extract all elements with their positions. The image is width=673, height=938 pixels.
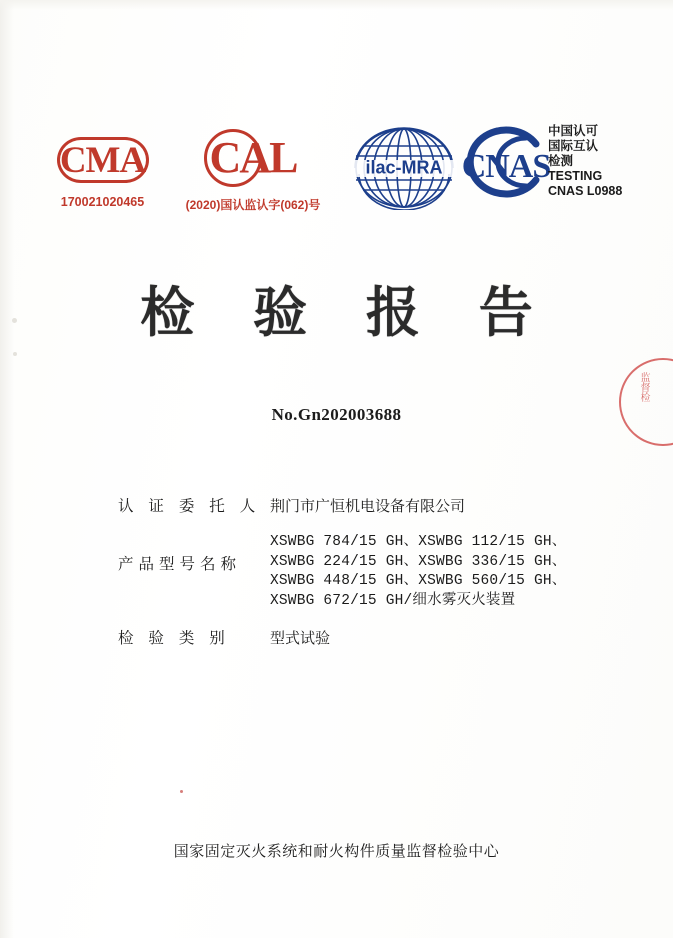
cnas-side-line-3: 检测 [548, 154, 574, 168]
cnas-side-line-1: 中国认可 [548, 124, 599, 138]
page-edge-shadow-top [0, 0, 673, 10]
product-model-line: XSWBG 784/15 GH、XSWBG 112/15 GH、 [270, 534, 567, 550]
cal-caption: (2020)国认监认字(062)号 [185, 198, 321, 212]
field-row-inspection-type [118, 627, 588, 649]
ilac-mra-mark [345, 126, 463, 210]
cma-logo-icon [47, 135, 159, 187]
cnas-side-line-4: TESTING [548, 169, 603, 183]
cal-letters: CAL [209, 133, 297, 182]
paper-speck-red [180, 790, 183, 793]
field-label-inspection-type: 检 验 类 别 [118, 629, 230, 647]
field-label-client: 认 证 委 托 人 [118, 497, 261, 515]
field-value-inspection-type: 型式试验 [270, 629, 331, 647]
field-value-client: 荆门市广恒机电设备有限公司 [270, 497, 466, 515]
stamp-text: 监督检 [638, 372, 649, 402]
cma-letters: CMA [59, 140, 146, 181]
product-model-line: XSWBG 672/15 GH/细水雾灭火装置 [270, 592, 516, 609]
cal-mark [178, 128, 328, 213]
field-row-client [118, 495, 588, 517]
issuing-authority: 国家固定灭火系统和耐火构件质量监督检验中心 [173, 842, 500, 860]
product-model-line: XSWBG 448/15 GH、XSWBG 560/15 GH、 [270, 573, 567, 589]
cnas-side-line-2: 国际互认 [548, 139, 599, 153]
official-stamp [619, 358, 673, 446]
field-value-product-models [270, 533, 588, 611]
cnas-side-line-5: CNAS L0988 [548, 184, 623, 198]
ilac-mra-logo-icon [345, 126, 463, 210]
cnas-wordmark: CNAS [461, 148, 551, 185]
ilac-mra-wordmark: ilac-MRA [365, 157, 443, 178]
cal-logo-icon [178, 128, 328, 190]
paper-speck [13, 352, 17, 356]
product-model-line: XSWBG 224/15 GH、XSWBG 336/15 GH、 [270, 553, 567, 570]
field-row-product-models [118, 533, 588, 611]
cma-certificate-number: 170021020465 [60, 195, 145, 209]
report-fields [118, 495, 588, 665]
cnas-side-text [548, 124, 658, 199]
cnas-mark [448, 120, 623, 210]
accreditation-marks-row [0, 110, 673, 240]
cma-mark [45, 135, 160, 209]
report-number: No.Gn202003688 [271, 405, 402, 424]
page-title: 检 验 报 告 [140, 281, 553, 344]
field-label-product-models: 产品型号名称 [118, 555, 242, 573]
